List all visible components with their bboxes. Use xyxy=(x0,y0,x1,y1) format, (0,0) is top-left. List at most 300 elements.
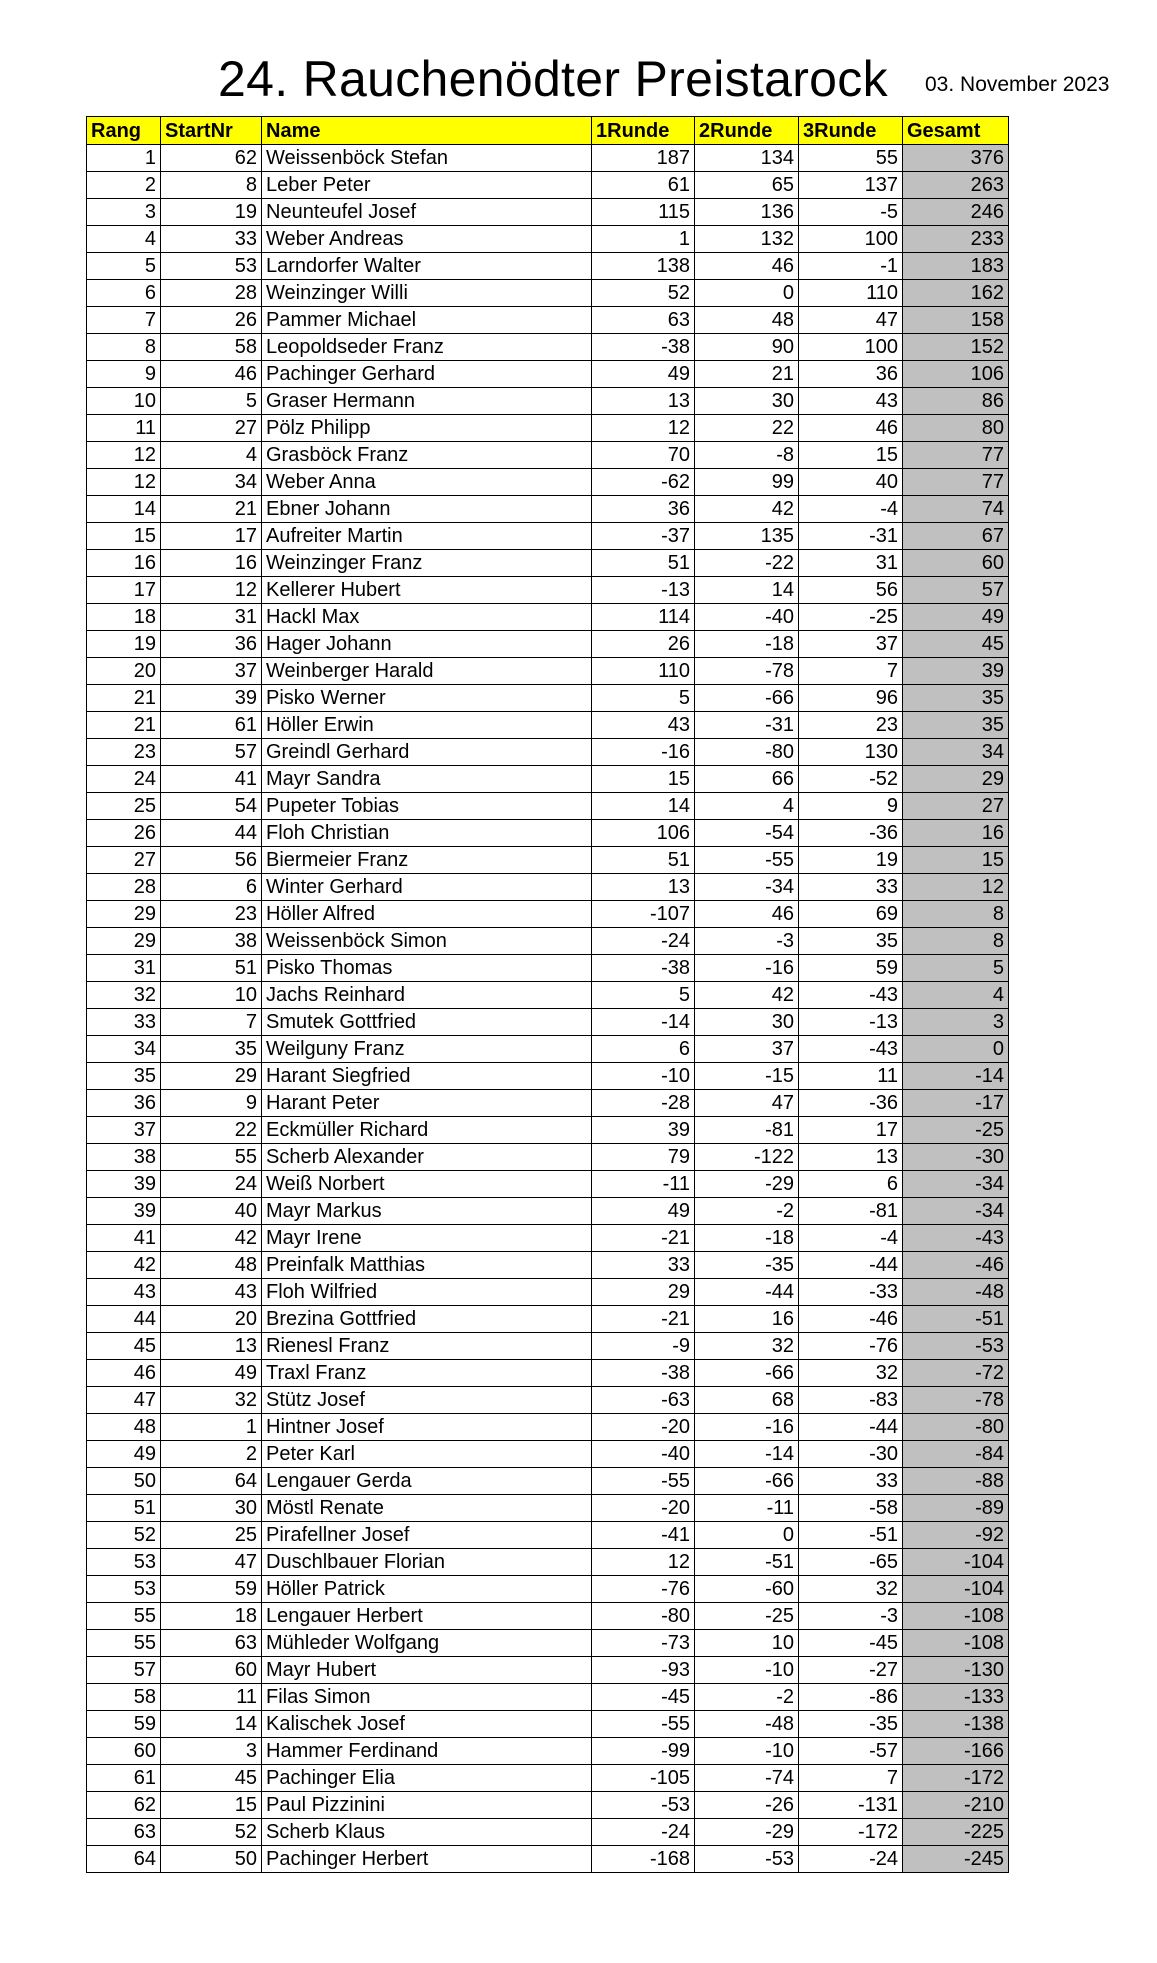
runde3-cell: 32 xyxy=(799,1576,903,1603)
name-cell: Hintner Josef xyxy=(262,1414,592,1441)
gesamt-cell: -72 xyxy=(903,1360,1009,1387)
gesamt-cell: 45 xyxy=(903,631,1009,658)
startnr-cell: 18 xyxy=(161,1603,262,1630)
runde1-cell: 6 xyxy=(592,1036,695,1063)
runde3-cell: 6 xyxy=(799,1171,903,1198)
name-cell: Peter Karl xyxy=(262,1441,592,1468)
table-row xyxy=(87,523,1009,550)
page-title: 24. Rauchenödter Preistarock xyxy=(218,51,888,107)
name-cell: Larndorfer Walter xyxy=(262,253,592,280)
runde2-cell: -10 xyxy=(695,1738,799,1765)
runde2-cell: -80 xyxy=(695,739,799,766)
name-cell: Weissenböck Stefan xyxy=(262,145,592,172)
table-row xyxy=(87,334,1009,361)
runde3-cell: -4 xyxy=(799,496,903,523)
rang-cell: 46 xyxy=(87,1360,161,1387)
name-cell: Pupeter Tobias xyxy=(262,793,592,820)
gesamt-cell: 0 xyxy=(903,1036,1009,1063)
runde1-cell: -55 xyxy=(592,1468,695,1495)
runde3-cell: -44 xyxy=(799,1252,903,1279)
runde2-cell: -11 xyxy=(695,1495,799,1522)
gesamt-cell: -84 xyxy=(903,1441,1009,1468)
name-cell: Paul Pizzinini xyxy=(262,1792,592,1819)
runde1-cell: -38 xyxy=(592,955,695,982)
startnr-cell: 23 xyxy=(161,901,262,928)
table-row xyxy=(87,280,1009,307)
rang-cell: 37 xyxy=(87,1117,161,1144)
table-row xyxy=(87,874,1009,901)
table-row xyxy=(87,1846,1009,1873)
gesamt-cell: 49 xyxy=(903,604,1009,631)
startnr-cell: 19 xyxy=(161,199,262,226)
gesamt-cell: 106 xyxy=(903,361,1009,388)
rang-cell: 35 xyxy=(87,1063,161,1090)
rang-cell: 1 xyxy=(87,145,161,172)
runde1-cell: -11 xyxy=(592,1171,695,1198)
rang-cell: 9 xyxy=(87,361,161,388)
table-row xyxy=(87,820,1009,847)
runde1-cell: 5 xyxy=(592,982,695,1009)
rang-cell: 24 xyxy=(87,766,161,793)
gesamt-cell: 77 xyxy=(903,469,1009,496)
runde3-cell: -25 xyxy=(799,604,903,631)
column-header-2runde: 2Runde xyxy=(695,117,799,145)
name-cell: Hackl Max xyxy=(262,604,592,631)
runde3-cell: -13 xyxy=(799,1009,903,1036)
name-cell: Weinberger Harald xyxy=(262,658,592,685)
runde1-cell: -40 xyxy=(592,1441,695,1468)
table-row xyxy=(87,766,1009,793)
startnr-cell: 30 xyxy=(161,1495,262,1522)
startnr-cell: 56 xyxy=(161,847,262,874)
startnr-cell: 55 xyxy=(161,1144,262,1171)
gesamt-cell: 27 xyxy=(903,793,1009,820)
column-header-3runde: 3Runde xyxy=(799,117,903,145)
name-cell: Höller Erwin xyxy=(262,712,592,739)
table-row xyxy=(87,1306,1009,1333)
gesamt-cell: -53 xyxy=(903,1333,1009,1360)
startnr-cell: 47 xyxy=(161,1549,262,1576)
runde1-cell: 14 xyxy=(592,793,695,820)
gesamt-cell: 29 xyxy=(903,766,1009,793)
startnr-cell: 22 xyxy=(161,1117,262,1144)
gesamt-cell: 376 xyxy=(903,145,1009,172)
startnr-cell: 51 xyxy=(161,955,262,982)
runde2-cell: 30 xyxy=(695,388,799,415)
runde3-cell: 15 xyxy=(799,442,903,469)
table-row xyxy=(87,982,1009,1009)
name-cell: Pammer Michael xyxy=(262,307,592,334)
column-header-gesamt: Gesamt xyxy=(903,117,1009,145)
runde2-cell: -40 xyxy=(695,604,799,631)
name-cell: Hammer Ferdinand xyxy=(262,1738,592,1765)
name-cell: Eckmüller Richard xyxy=(262,1117,592,1144)
runde3-cell: -3 xyxy=(799,1603,903,1630)
name-cell: Scherb Klaus xyxy=(262,1819,592,1846)
runde3-cell: 100 xyxy=(799,226,903,253)
runde2-cell: 48 xyxy=(695,307,799,334)
runde1-cell: -24 xyxy=(592,1819,695,1846)
rang-cell: 5 xyxy=(87,253,161,280)
table-row xyxy=(87,712,1009,739)
rang-cell: 57 xyxy=(87,1657,161,1684)
name-cell: Traxl Franz xyxy=(262,1360,592,1387)
rang-cell: 33 xyxy=(87,1009,161,1036)
gesamt-cell: -78 xyxy=(903,1387,1009,1414)
runde2-cell: -16 xyxy=(695,1414,799,1441)
runde3-cell: 46 xyxy=(799,415,903,442)
rang-cell: 19 xyxy=(87,631,161,658)
name-cell: Weinzinger Willi xyxy=(262,280,592,307)
startnr-cell: 38 xyxy=(161,928,262,955)
runde1-cell: -24 xyxy=(592,928,695,955)
startnr-cell: 34 xyxy=(161,469,262,496)
rang-cell: 55 xyxy=(87,1603,161,1630)
gesamt-cell: -138 xyxy=(903,1711,1009,1738)
rang-cell: 53 xyxy=(87,1576,161,1603)
runde2-cell: 16 xyxy=(695,1306,799,1333)
runde1-cell: 49 xyxy=(592,1198,695,1225)
gesamt-cell: -46 xyxy=(903,1252,1009,1279)
runde3-cell: 47 xyxy=(799,307,903,334)
gesamt-cell: -43 xyxy=(903,1225,1009,1252)
name-cell: Filas Simon xyxy=(262,1684,592,1711)
runde1-cell: -62 xyxy=(592,469,695,496)
runde3-cell: -31 xyxy=(799,523,903,550)
startnr-cell: 25 xyxy=(161,1522,262,1549)
rang-cell: 2 xyxy=(87,172,161,199)
startnr-cell: 27 xyxy=(161,415,262,442)
gesamt-cell: 34 xyxy=(903,739,1009,766)
rang-cell: 32 xyxy=(87,982,161,1009)
name-cell: Jachs Reinhard xyxy=(262,982,592,1009)
name-cell: Pölz Philipp xyxy=(262,415,592,442)
runde1-cell: 79 xyxy=(592,1144,695,1171)
runde2-cell: 4 xyxy=(695,793,799,820)
runde3-cell: 56 xyxy=(799,577,903,604)
runde1-cell: -53 xyxy=(592,1792,695,1819)
name-cell: Harant Siegfried xyxy=(262,1063,592,1090)
runde2-cell: -78 xyxy=(695,658,799,685)
rang-cell: 16 xyxy=(87,550,161,577)
rang-cell: 38 xyxy=(87,1144,161,1171)
name-cell: Mayr Sandra xyxy=(262,766,592,793)
table-row xyxy=(87,928,1009,955)
startnr-cell: 54 xyxy=(161,793,262,820)
rang-cell: 43 xyxy=(87,1279,161,1306)
runde2-cell: 134 xyxy=(695,145,799,172)
runde1-cell: 49 xyxy=(592,361,695,388)
gesamt-cell: 233 xyxy=(903,226,1009,253)
rang-cell: 45 xyxy=(87,1333,161,1360)
rang-cell: 31 xyxy=(87,955,161,982)
gesamt-cell: 15 xyxy=(903,847,1009,874)
runde3-cell: -30 xyxy=(799,1441,903,1468)
runde3-cell: -58 xyxy=(799,1495,903,1522)
gesamt-cell: -210 xyxy=(903,1792,1009,1819)
gesamt-cell: -89 xyxy=(903,1495,1009,1522)
runde1-cell: 29 xyxy=(592,1279,695,1306)
rang-cell: 36 xyxy=(87,1090,161,1117)
rang-cell: 59 xyxy=(87,1711,161,1738)
startnr-cell: 4 xyxy=(161,442,262,469)
gesamt-cell: 39 xyxy=(903,658,1009,685)
rang-cell: 15 xyxy=(87,523,161,550)
table-row xyxy=(87,1225,1009,1252)
runde2-cell: 90 xyxy=(695,334,799,361)
runde3-cell: -24 xyxy=(799,1846,903,1873)
rang-cell: 51 xyxy=(87,1495,161,1522)
name-cell: Höller Alfred xyxy=(262,901,592,928)
table-row xyxy=(87,1198,1009,1225)
rang-cell: 39 xyxy=(87,1171,161,1198)
gesamt-cell: -108 xyxy=(903,1630,1009,1657)
table-row xyxy=(87,1441,1009,1468)
rang-cell: 52 xyxy=(87,1522,161,1549)
name-cell: Möstl Renate xyxy=(262,1495,592,1522)
runde2-cell: 68 xyxy=(695,1387,799,1414)
table-row xyxy=(87,1468,1009,1495)
runde3-cell: -52 xyxy=(799,766,903,793)
table-row xyxy=(87,199,1009,226)
rang-cell: 7 xyxy=(87,307,161,334)
gesamt-cell: 3 xyxy=(903,1009,1009,1036)
startnr-cell: 10 xyxy=(161,982,262,1009)
runde2-cell: -26 xyxy=(695,1792,799,1819)
startnr-cell: 37 xyxy=(161,658,262,685)
runde1-cell: 12 xyxy=(592,1549,695,1576)
runde3-cell: -65 xyxy=(799,1549,903,1576)
rang-cell: 23 xyxy=(87,739,161,766)
rang-cell: 12 xyxy=(87,469,161,496)
table-row xyxy=(87,1090,1009,1117)
runde2-cell: 47 xyxy=(695,1090,799,1117)
startnr-cell: 24 xyxy=(161,1171,262,1198)
table-row xyxy=(87,739,1009,766)
table-row xyxy=(87,685,1009,712)
table-row xyxy=(87,604,1009,631)
gesamt-cell: -104 xyxy=(903,1576,1009,1603)
name-cell: Pisko Thomas xyxy=(262,955,592,982)
runde2-cell: -10 xyxy=(695,1657,799,1684)
gesamt-cell: -133 xyxy=(903,1684,1009,1711)
name-cell: Rienesl Franz xyxy=(262,1333,592,1360)
table-row xyxy=(87,1009,1009,1036)
runde1-cell: -45 xyxy=(592,1684,695,1711)
runde2-cell: 46 xyxy=(695,901,799,928)
runde3-cell: 19 xyxy=(799,847,903,874)
runde2-cell: -22 xyxy=(695,550,799,577)
table-row xyxy=(87,1414,1009,1441)
runde2-cell: -34 xyxy=(695,874,799,901)
gesamt-cell: -245 xyxy=(903,1846,1009,1873)
runde3-cell: -131 xyxy=(799,1792,903,1819)
rang-cell: 6 xyxy=(87,280,161,307)
gesamt-cell: 77 xyxy=(903,442,1009,469)
runde3-cell: 17 xyxy=(799,1117,903,1144)
name-cell: Leopoldseder Franz xyxy=(262,334,592,361)
rang-cell: 42 xyxy=(87,1252,161,1279)
startnr-cell: 41 xyxy=(161,766,262,793)
table-row xyxy=(87,496,1009,523)
runde1-cell: -10 xyxy=(592,1063,695,1090)
runde3-cell: 7 xyxy=(799,1765,903,1792)
runde2-cell: -74 xyxy=(695,1765,799,1792)
table-row xyxy=(87,1144,1009,1171)
name-cell: Weinzinger Franz xyxy=(262,550,592,577)
runde3-cell: -86 xyxy=(799,1684,903,1711)
runde3-cell: -45 xyxy=(799,1630,903,1657)
runde2-cell: 22 xyxy=(695,415,799,442)
runde1-cell: 51 xyxy=(592,847,695,874)
startnr-cell: 8 xyxy=(161,172,262,199)
runde1-cell: 43 xyxy=(592,712,695,739)
runde2-cell: 0 xyxy=(695,280,799,307)
runde1-cell: -80 xyxy=(592,1603,695,1630)
runde3-cell: 33 xyxy=(799,874,903,901)
runde2-cell: 32 xyxy=(695,1333,799,1360)
table-row xyxy=(87,1549,1009,1576)
table-row xyxy=(87,577,1009,604)
name-cell: Mayr Irene xyxy=(262,1225,592,1252)
runde2-cell: 99 xyxy=(695,469,799,496)
runde2-cell: -66 xyxy=(695,685,799,712)
runde2-cell: -18 xyxy=(695,631,799,658)
runde2-cell: -81 xyxy=(695,1117,799,1144)
runde2-cell: 135 xyxy=(695,523,799,550)
runde1-cell: -99 xyxy=(592,1738,695,1765)
runde3-cell: 9 xyxy=(799,793,903,820)
runde1-cell: -21 xyxy=(592,1306,695,1333)
gesamt-cell: -166 xyxy=(903,1738,1009,1765)
name-cell: Stütz Josef xyxy=(262,1387,592,1414)
runde2-cell: 10 xyxy=(695,1630,799,1657)
table-row xyxy=(87,1711,1009,1738)
runde1-cell: -28 xyxy=(592,1090,695,1117)
table-row xyxy=(87,1333,1009,1360)
runde3-cell: 110 xyxy=(799,280,903,307)
runde2-cell: 42 xyxy=(695,496,799,523)
rang-cell: 20 xyxy=(87,658,161,685)
name-cell: Kellerer Hubert xyxy=(262,577,592,604)
gesamt-cell: -25 xyxy=(903,1117,1009,1144)
startnr-cell: 33 xyxy=(161,226,262,253)
runde3-cell: -83 xyxy=(799,1387,903,1414)
rang-cell: 61 xyxy=(87,1765,161,1792)
table-row xyxy=(87,1360,1009,1387)
runde2-cell: 21 xyxy=(695,361,799,388)
runde2-cell: -14 xyxy=(695,1441,799,1468)
rang-cell: 29 xyxy=(87,928,161,955)
startnr-cell: 3 xyxy=(161,1738,262,1765)
table-row xyxy=(87,1387,1009,1414)
runde3-cell: 35 xyxy=(799,928,903,955)
gesamt-cell: -172 xyxy=(903,1765,1009,1792)
name-cell: Pachinger Elia xyxy=(262,1765,592,1792)
startnr-cell: 35 xyxy=(161,1036,262,1063)
runde3-cell: 13 xyxy=(799,1144,903,1171)
name-cell: Weilguny Franz xyxy=(262,1036,592,1063)
runde2-cell: -2 xyxy=(695,1198,799,1225)
runde2-cell: -44 xyxy=(695,1279,799,1306)
rang-cell: 17 xyxy=(87,577,161,604)
rang-cell: 26 xyxy=(87,820,161,847)
name-cell: Duschlbauer Florian xyxy=(262,1549,592,1576)
name-cell: Mühleder Wolfgang xyxy=(262,1630,592,1657)
runde1-cell: 115 xyxy=(592,199,695,226)
runde1-cell: 26 xyxy=(592,631,695,658)
column-header-1runde: 1Runde xyxy=(592,117,695,145)
gesamt-cell: 152 xyxy=(903,334,1009,361)
runde1-cell: 63 xyxy=(592,307,695,334)
runde3-cell: 23 xyxy=(799,712,903,739)
name-cell: Lengauer Gerda xyxy=(262,1468,592,1495)
startnr-cell: 40 xyxy=(161,1198,262,1225)
runde2-cell: 42 xyxy=(695,982,799,1009)
runde1-cell: -16 xyxy=(592,739,695,766)
results-table xyxy=(86,116,1009,1873)
runde1-cell: -20 xyxy=(592,1414,695,1441)
name-cell: Preinfalk Matthias xyxy=(262,1252,592,1279)
rang-cell: 62 xyxy=(87,1792,161,1819)
table-row xyxy=(87,1684,1009,1711)
table-row xyxy=(87,1819,1009,1846)
rang-cell: 4 xyxy=(87,226,161,253)
gesamt-cell: -48 xyxy=(903,1279,1009,1306)
startnr-cell: 16 xyxy=(161,550,262,577)
runde3-cell: -5 xyxy=(799,199,903,226)
rang-cell: 53 xyxy=(87,1549,161,1576)
runde2-cell: -29 xyxy=(695,1171,799,1198)
runde1-cell: 13 xyxy=(592,874,695,901)
runde1-cell: 61 xyxy=(592,172,695,199)
runde1-cell: 114 xyxy=(592,604,695,631)
name-cell: Graser Hermann xyxy=(262,388,592,415)
rang-cell: 21 xyxy=(87,712,161,739)
runde3-cell: -51 xyxy=(799,1522,903,1549)
table-row xyxy=(87,1603,1009,1630)
runde3-cell: 69 xyxy=(799,901,903,928)
startnr-cell: 21 xyxy=(161,496,262,523)
startnr-cell: 28 xyxy=(161,280,262,307)
table-row xyxy=(87,1576,1009,1603)
runde3-cell: 59 xyxy=(799,955,903,982)
event-date: 03. November 2023 xyxy=(925,73,1110,96)
results-table-body xyxy=(87,145,1009,1873)
table-row xyxy=(87,1765,1009,1792)
rang-cell: 8 xyxy=(87,334,161,361)
gesamt-cell: 263 xyxy=(903,172,1009,199)
startnr-cell: 13 xyxy=(161,1333,262,1360)
runde1-cell: 187 xyxy=(592,145,695,172)
gesamt-cell: 183 xyxy=(903,253,1009,280)
runde2-cell: 30 xyxy=(695,1009,799,1036)
startnr-cell: 39 xyxy=(161,685,262,712)
gesamt-cell: 35 xyxy=(903,712,1009,739)
column-header-name: Name xyxy=(262,117,592,145)
rang-cell: 18 xyxy=(87,604,161,631)
runde2-cell: 46 xyxy=(695,253,799,280)
runde2-cell: -31 xyxy=(695,712,799,739)
startnr-cell: 61 xyxy=(161,712,262,739)
gesamt-cell: 12 xyxy=(903,874,1009,901)
name-cell: Scherb Alexander xyxy=(262,1144,592,1171)
runde3-cell: -172 xyxy=(799,1819,903,1846)
table-row xyxy=(87,1630,1009,1657)
runde2-cell: -54 xyxy=(695,820,799,847)
startnr-cell: 2 xyxy=(161,1441,262,1468)
rang-cell: 48 xyxy=(87,1414,161,1441)
